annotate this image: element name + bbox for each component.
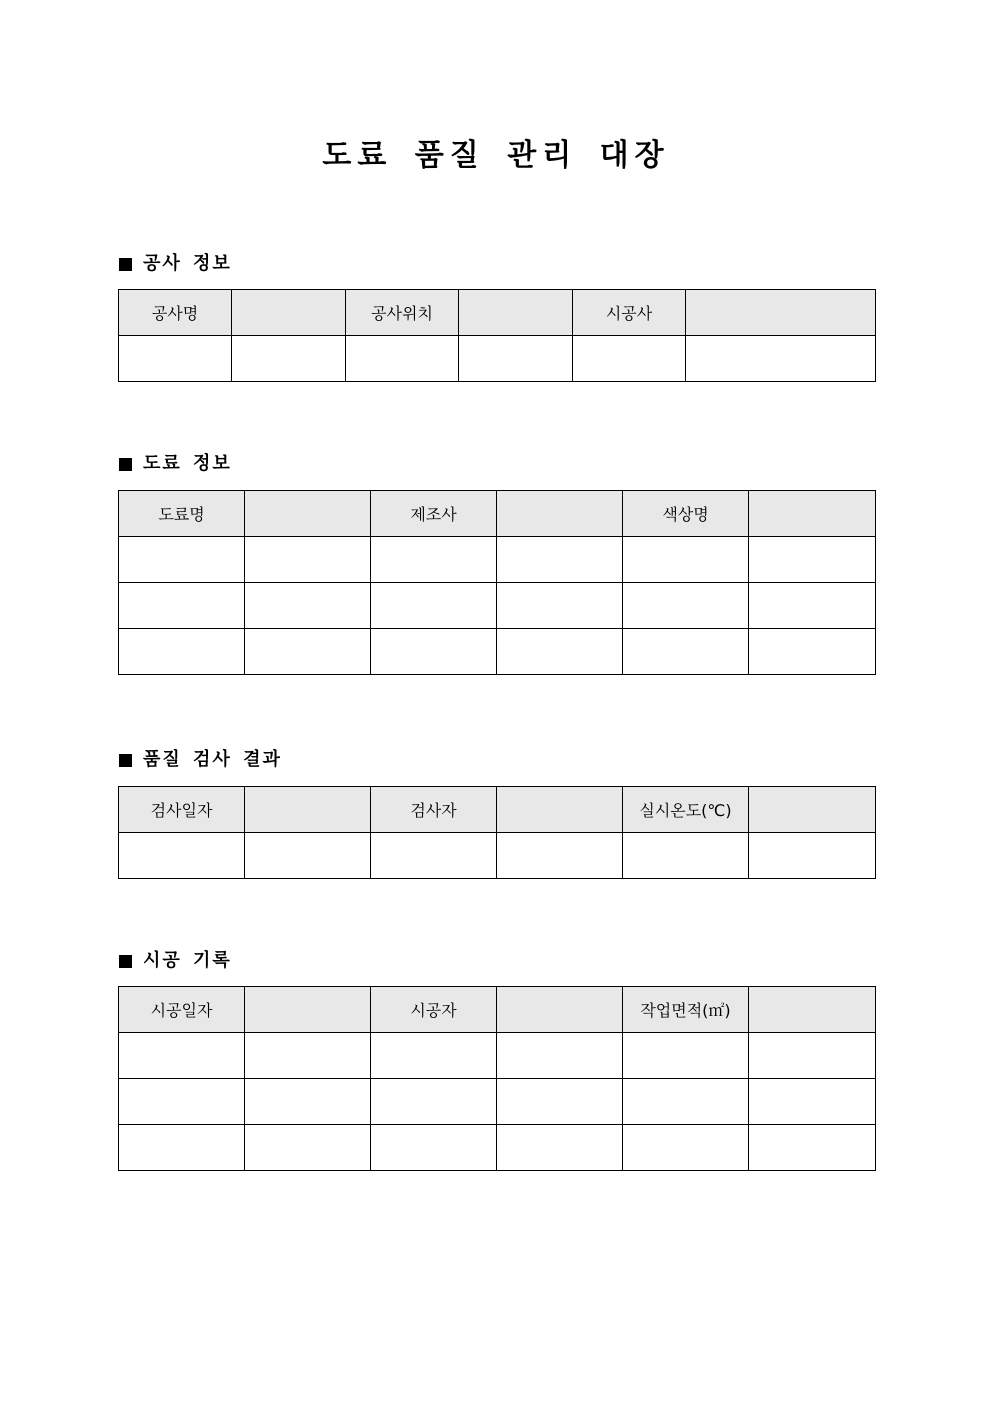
input-cell[interactable] <box>749 787 876 833</box>
section-heading-label: 도료 정보 <box>143 453 232 474</box>
input-cell[interactable] <box>245 987 371 1033</box>
section-heading-inspection-results <box>119 748 282 772</box>
section-heading-label: 품질 검사 결과 <box>143 749 282 770</box>
input-cell[interactable] <box>371 537 497 583</box>
header-cell-inspection-date: 검사일자 <box>119 787 245 833</box>
input-cell[interactable] <box>573 336 686 382</box>
input-cell[interactable] <box>245 1033 371 1079</box>
input-cell[interactable] <box>245 1079 371 1125</box>
input-cell[interactable] <box>497 1033 623 1079</box>
input-cell[interactable] <box>371 1125 497 1171</box>
input-cell[interactable] <box>119 336 232 382</box>
section-heading-construction-record <box>119 949 232 973</box>
header-cell-manufacturer: 제조사 <box>371 491 497 537</box>
section-heading-label: 시공 기록 <box>143 950 232 971</box>
input-cell[interactable] <box>497 987 623 1033</box>
input-cell[interactable] <box>245 491 371 537</box>
input-cell[interactable] <box>497 491 623 537</box>
header-cell-construction-date: 시공일자 <box>119 987 245 1033</box>
input-cell[interactable] <box>686 336 876 382</box>
header-cell-paint-name: 도료명 <box>119 491 245 537</box>
input-cell[interactable] <box>119 583 245 629</box>
table-row <box>119 583 876 629</box>
input-cell[interactable] <box>232 290 346 336</box>
input-cell[interactable] <box>497 629 623 675</box>
header-cell-constructor: 시공자 <box>371 987 497 1033</box>
input-cell[interactable] <box>119 629 245 675</box>
input-cell[interactable] <box>623 583 749 629</box>
table-row <box>119 1079 876 1125</box>
header-cell-inspector: 검사자 <box>371 787 497 833</box>
inspection-results-table <box>118 786 876 879</box>
table-row <box>119 1033 876 1079</box>
input-cell[interactable] <box>686 290 876 336</box>
input-cell[interactable] <box>245 787 371 833</box>
header-cell-temperature: 실시온도(℃) <box>623 787 749 833</box>
paint-info-table <box>118 490 876 675</box>
input-cell[interactable] <box>623 629 749 675</box>
input-cell[interactable] <box>749 583 876 629</box>
input-cell[interactable] <box>749 1033 876 1079</box>
input-cell[interactable] <box>749 987 876 1033</box>
input-cell[interactable] <box>371 1033 497 1079</box>
input-cell[interactable] <box>623 1033 749 1079</box>
input-cell[interactable] <box>245 537 371 583</box>
header-cell-work-area: 작업면적(㎡) <box>623 987 749 1033</box>
input-cell[interactable] <box>497 1125 623 1171</box>
section-heading-paint-info <box>119 452 232 476</box>
input-cell[interactable] <box>623 833 749 879</box>
input-cell[interactable] <box>749 629 876 675</box>
input-cell[interactable] <box>371 833 497 879</box>
input-cell[interactable] <box>245 833 371 879</box>
input-cell[interactable] <box>371 583 497 629</box>
square-bullet-icon <box>119 754 132 767</box>
input-cell[interactable] <box>497 787 623 833</box>
table-row <box>119 629 876 675</box>
input-cell[interactable] <box>497 583 623 629</box>
table-row <box>119 833 876 879</box>
input-cell[interactable] <box>119 833 245 879</box>
input-cell[interactable] <box>119 1125 245 1171</box>
input-cell[interactable] <box>749 491 876 537</box>
table-header-row <box>119 787 876 833</box>
header-cell-project-name: 공사명 <box>119 290 232 336</box>
input-cell[interactable] <box>749 537 876 583</box>
input-cell[interactable] <box>749 1125 876 1171</box>
square-bullet-icon <box>119 955 132 968</box>
table-row <box>119 1125 876 1171</box>
input-cell[interactable] <box>749 1079 876 1125</box>
header-cell-color-name: 색상명 <box>623 491 749 537</box>
input-cell[interactable] <box>119 1033 245 1079</box>
input-cell[interactable] <box>497 833 623 879</box>
construction-record-table <box>118 986 876 1171</box>
table-row <box>119 537 876 583</box>
input-cell[interactable] <box>623 1125 749 1171</box>
input-cell[interactable] <box>497 537 623 583</box>
input-cell[interactable] <box>346 336 459 382</box>
input-cell[interactable] <box>245 1125 371 1171</box>
table-row <box>119 336 876 382</box>
section-heading-project-info <box>119 252 232 276</box>
input-cell[interactable] <box>245 583 371 629</box>
input-cell[interactable] <box>232 336 346 382</box>
input-cell[interactable] <box>459 336 573 382</box>
input-cell[interactable] <box>459 290 573 336</box>
input-cell[interactable] <box>119 537 245 583</box>
header-cell-project-location: 공사위치 <box>346 290 459 336</box>
input-cell[interactable] <box>245 629 371 675</box>
square-bullet-icon <box>119 458 132 471</box>
input-cell[interactable] <box>119 1079 245 1125</box>
table-header-row <box>119 491 876 537</box>
table-header-row <box>119 290 876 336</box>
square-bullet-icon <box>119 258 132 271</box>
input-cell[interactable] <box>623 537 749 583</box>
input-cell[interactable] <box>749 833 876 879</box>
input-cell[interactable] <box>371 629 497 675</box>
project-info-table <box>118 289 876 382</box>
section-heading-label: 공사 정보 <box>143 253 232 274</box>
input-cell[interactable] <box>371 1079 497 1125</box>
table-header-row <box>119 987 876 1033</box>
header-cell-contractor: 시공사 <box>573 290 686 336</box>
input-cell[interactable] <box>497 1079 623 1125</box>
document-title: 도료 품질 관리 대장 <box>322 138 670 173</box>
input-cell[interactable] <box>623 1079 749 1125</box>
